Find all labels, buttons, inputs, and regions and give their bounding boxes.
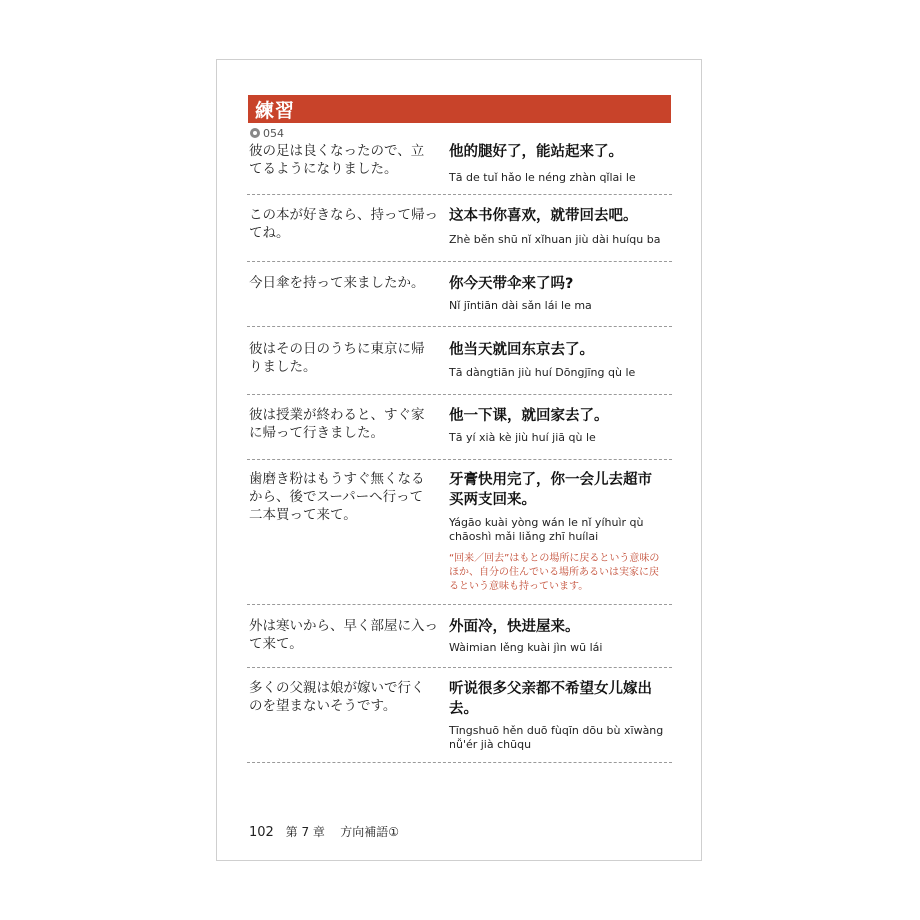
chinese-sentence: 他的腿好了，能站起来了。	[449, 144, 623, 160]
list-item	[247, 206, 672, 262]
japanese-sentence: 今日傘を持って来ましたか。	[249, 275, 425, 291]
audio-track	[250, 127, 284, 141]
list-item	[247, 470, 672, 605]
section-header	[248, 95, 671, 123]
list-item	[247, 617, 672, 668]
pinyin: Yágāo kuài yòng wán le nǐ yíhuìr qù chāoshì mǎi liǎng zhī huílai	[449, 516, 644, 543]
pinyin: Tā de tuǐ hǎo le néng zhàn qǐlai le	[449, 171, 636, 184]
chinese-sentence: 外面冷，快进屋来。	[449, 619, 580, 635]
japanese-sentence: 彼は授業が終わると、すぐ家 に帰って行きました。	[249, 407, 425, 441]
chinese-sentence: 他一下课，就回家去了。	[449, 408, 609, 424]
track-number: 054	[263, 127, 284, 140]
cd-disc-icon	[250, 128, 260, 138]
section-label: 方向補語①	[340, 825, 399, 839]
japanese-sentence: 多くの父親は娘が嫁いで行く のを望まないそうです。	[249, 680, 425, 714]
japanese-sentence: 歯磨き粉はもうすぐ無くなる から、後でスーパーへ行って 二本買って来て。	[249, 471, 425, 523]
page-footer	[249, 823, 399, 840]
chinese-sentence: 这本书你喜欢，就带回去吧。	[449, 208, 638, 224]
chinese-sentence: 你今天带伞来了吗?	[449, 276, 574, 292]
pinyin: Tīngshuō hěn duō fùqīn dōu bù xīwàng nǚ'ér jià chūqu	[449, 724, 664, 751]
book-page	[216, 59, 702, 861]
japanese-sentence: 彼はその日のうちに東京に帰 りました。	[249, 341, 425, 375]
pinyin: Wàimian lěng kuài jìn wū lái	[449, 641, 603, 654]
chinese-sentence: 他当天就回东京去了。	[449, 342, 594, 358]
list-item	[247, 142, 672, 195]
pinyin: Zhè běn shū nǐ xǐhuan jiù dài huíqu ba	[449, 233, 661, 246]
grammar-note: “回来／回去”はもとの場所に戻るという意味の ほか、自分の住んでいる場所あるいは実家に戻 るという意味も持っています。	[449, 553, 660, 592]
list-item	[247, 274, 672, 327]
japanese-sentence: 外は寒いから、早く部屋に入っ て来て。	[249, 618, 438, 652]
list-item	[247, 679, 672, 763]
chinese-sentence: 牙膏快用完了，你一会儿去超市 买两支回来。	[449, 472, 652, 508]
pinyin: Tā yí xià kè jiù huí jiā qù le	[449, 431, 596, 444]
chinese-sentence: 听说很多父亲都不希望女儿嫁出 去。	[449, 681, 652, 717]
page-number: 102	[249, 825, 274, 840]
pinyin: Nǐ jīntiān dài sǎn lái le ma	[449, 299, 592, 312]
list-item	[247, 406, 672, 460]
chapter-label: 第 7 章	[285, 825, 325, 839]
pinyin: Tā dàngtiān jiù huí Dōngjīng qù le	[449, 366, 636, 379]
japanese-sentence: 彼の足は良くなったので、立 てるようになりました。	[249, 143, 425, 177]
japanese-sentence: この本が好きなら、持って帰っ てね。	[249, 207, 438, 241]
list-item	[247, 340, 672, 395]
section-title: 練習	[255, 100, 296, 122]
